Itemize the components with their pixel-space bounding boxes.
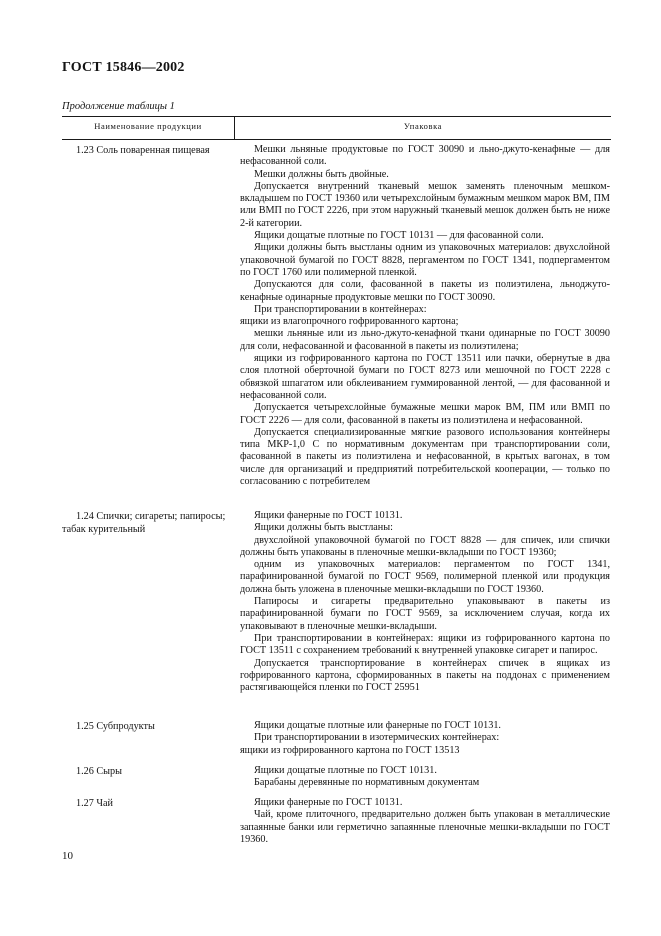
packaging-text xyxy=(240,765,610,790)
packaging-text xyxy=(240,144,610,488)
paragraph: Ящики дощатые плотные по ГОСТ 10131 — для фасованной соли. xyxy=(254,230,544,242)
paragraph: Чай, кроме плиточного, предварительно должен быть упакован в металлические запаянные банки или герметично запаянные пленочные мешки-вкладыши по ГОСТ 19360. xyxy=(240,809,610,845)
paragraph: мешки льняные или из льно-джуто-кенафной ткани одинарные по ГОСТ 30090 для соли, нефасованной и фасованной в пакеты из полиэтилена; xyxy=(240,328,610,352)
paragraph: одним из упаковочных материалов: пергаментом по ГОСТ 1341, парафинированной бумагой по ГОСТ 9569, полимерной пленкой или продукция должна быть уложена в пленочные мешки-вкладыши по ГОСТ 19360. xyxy=(240,559,610,595)
paragraph: Мешки льняные продуктовые по ГОСТ 30090 и льно-джуто-кенафные — для нефасованной соли. xyxy=(240,144,610,168)
paragraph: При транспортировании в изотермических контейнерах: xyxy=(254,732,500,744)
product-name: 1.25 Субпродукты xyxy=(76,721,155,732)
paragraph: двухслойной упаковочной бумагой по ГОСТ 8828 — для спичек, или спички должны быть упакованы в пленочные мешки-вкладыши по ГОСТ 19360; xyxy=(240,534,610,558)
paragraph: Ящики фанерные по ГОСТ 10131. xyxy=(254,797,403,808)
paragraph: Ящики должны быть выстланы: xyxy=(254,522,393,534)
paragraph: Допускаются для соли, фасованной в пакеты из полиэтилена, льноджуто-кенафные одинарные продуктовые мешки по ГОСТ 30090. xyxy=(240,279,610,303)
paragraph: ящики из влагопрочного гофрированного картона; xyxy=(240,316,459,328)
paragraph: Ящики дощатые плотные или фанерные по ГОСТ 10131. xyxy=(254,720,501,731)
column-header-product: Наименование продукции xyxy=(94,121,202,131)
paragraph: Допускается внутренний тканевый мешок заменять пленочным мешком-вкладышем по ГОСТ 19360 или четырехслойным бумажным мешком марок ВМ, ПМ или ВМП по ГОСТ 2226, при этом наружный тканевый мешок должен быть не ниже 2-й категории. xyxy=(240,180,610,229)
paragraph: При транспортировании в контейнерах: ящики из гофрированного картона по ГОСТ 13511 с сохранением требований к внутренней упаковке сигарет и папирос. xyxy=(240,632,610,657)
paragraph: Мешки должны быть двойные. xyxy=(254,168,389,180)
paragraph: Ящики фанерные по ГОСТ 10131. xyxy=(254,510,403,521)
paragraph: ящики из гофрированного картона по ГОСТ 13513 xyxy=(240,744,460,756)
paragraph: Барабаны деревянные по нормативным документам xyxy=(254,777,480,789)
paragraph: Папиросы и сигареты предварительно упаковывают в пакеты из парафинированной бумаги по ГОСТ 9569, за исключением случая, когда их упаковывают в пленочные мешки-вкладыши. xyxy=(240,596,610,632)
paragraph: При транспортировании в контейнерах: xyxy=(254,303,427,315)
packaging-text xyxy=(240,720,610,757)
product-name: 1.26 Сыры xyxy=(76,766,122,777)
paragraph: Ящики дощатые плотные по ГОСТ 10131. xyxy=(254,765,437,776)
table-caption: Продолжение таблицы 1 xyxy=(62,101,175,112)
document-header: ГОСТ 15846—2002 xyxy=(62,60,185,75)
page-number: 10 xyxy=(62,850,73,862)
packaging-text xyxy=(240,797,610,846)
product-name: 1.27 Чай xyxy=(76,798,113,809)
packaging-text xyxy=(240,510,610,694)
paragraph: Допускается транспортирование в контейнерах спичек в ящиках из гофрированного картона, сформированных в пакеты на поддонах с применением растягивающейся пленки по ГОСТ 25951 xyxy=(240,657,610,694)
product-name: 1.24 Спички; сигареты; папиросы; табак курительный xyxy=(62,511,226,536)
paragraph: Допускается специализированные мягкие разового использования контейнеры типа МКР-1,0 С по нормативным документам при транспортировании соли, фасованной в пакеты из полиэтилена и нефасованной, в крытых вагонах, в том числе для организаций и предприятий потребительской кооперации, — только по согласованию с потребителем xyxy=(240,426,610,488)
paragraph: ящики из гофрированного картона по ГОСТ 13511 или пачки, обернутые в два слоя плотной оберточной бумаги по ГОСТ 8273 или мешочной по ГОСТ 2228 с обвязкой шпагатом или обклеиванием гуммированной лентой, — для фасованной и нефасованной соли. xyxy=(240,353,610,401)
column-header-packaging: Упаковка xyxy=(403,121,443,131)
product-name: 1.23 Соль поваренная пищевая xyxy=(76,145,210,156)
paragraph: Допускается четырехслойные бумажные мешки марок ВМ, ПМ или ВМП по ГОСТ 2226 — для соли, фасованной в пакеты из полиэтилена и нефасованной. xyxy=(240,402,610,426)
paragraph: Ящики должны быть выстланы одним из упаковочных материалов: двухслойной упаковочной бумагой по ГОСТ 8828, пергаментом по ГОСТ 1341, подпергаментом по ГОСТ 1760 или полимерной пленкой. xyxy=(240,242,610,278)
table-column-header xyxy=(62,116,611,140)
